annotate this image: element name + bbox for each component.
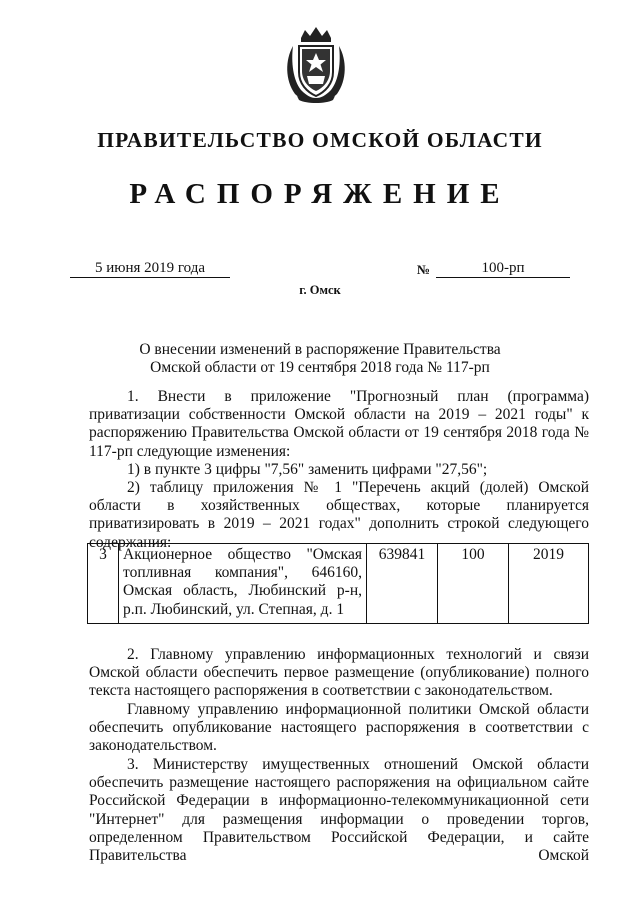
government-title: ПРАВИТЕЛЬСТВО ОМСКОЙ ОБЛАСТИ: [97, 128, 543, 152]
paragraph-1-item-1: 1) в пункте 3 цифры "7,56" заменить цифрами "27,56";: [127, 461, 488, 478]
privatization-table: [87, 543, 589, 624]
table-cell-number: 3: [88, 544, 119, 624]
table-cell-shares: 639841: [367, 544, 438, 624]
coat-of-arms-emblem: [283, 26, 349, 104]
document-type-title: РАСПОРЯЖЕНИЕ: [129, 178, 511, 210]
document-subject: [0, 341, 640, 377]
subject-line-2: Омской области от 19 сентября 2018 года № 117-рп: [150, 359, 490, 376]
number-label: №: [417, 262, 431, 277]
document-date: 5 июня 2019 года: [70, 259, 230, 278]
document-number: 100-рп: [436, 259, 570, 278]
document-city: г. Омск: [299, 283, 341, 297]
paragraph-2: 2. Главному управлению информационных технологий и связи Омской области обеспечить первое размещение (опубликование) полного текста настоящего распоряжения в соответствии с законодательством.: [89, 646, 589, 700]
table-cell-company: Акционерное общество "Омская топливная компания", 646160, Омская область, Любинский р-н, р.п. Любинский, ул. Степная, д. 1: [119, 544, 367, 624]
paragraph-3: 3. Министерству имущественных отношений Омской области обеспечить размещение настоящего распоряжения на официальном сайте Российской Федерации в информационно-телекоммуникационной сети "Интернет" для размещения информации о проведении торгов, определенном Правительством Российской Федерации, и сайте Правительства Омской: [89, 756, 589, 865]
table-row: [88, 544, 589, 624]
paragraph-1: 1. Внести в приложение "Прогнозный план (программа) приватизации собственности Омской области на 2019 – 2021 годы" к распоряжению Правительства Омской области от 19 сентября 2018 года № 117-рп следующие изменения:: [89, 388, 589, 460]
table-cell-year: 2019: [509, 544, 589, 624]
paragraph-2-continued: Главному управлению информационной политики Омской области обеспечить опубликование настоящего распоряжения в соответствии с законодательством.: [89, 701, 589, 755]
subject-line-1: О внесении изменений в распоряжение Правительства: [139, 341, 501, 358]
paragraph-1-item-2: 2) таблицу приложения № 1 "Перечень акций (долей) Омской области в хозяйственных обществах, которые планируется приватизировать в 2019 – 2021 годах" дополнить строкой следующего содержания:: [89, 479, 589, 551]
table-cell-percent: 100: [438, 544, 509, 624]
